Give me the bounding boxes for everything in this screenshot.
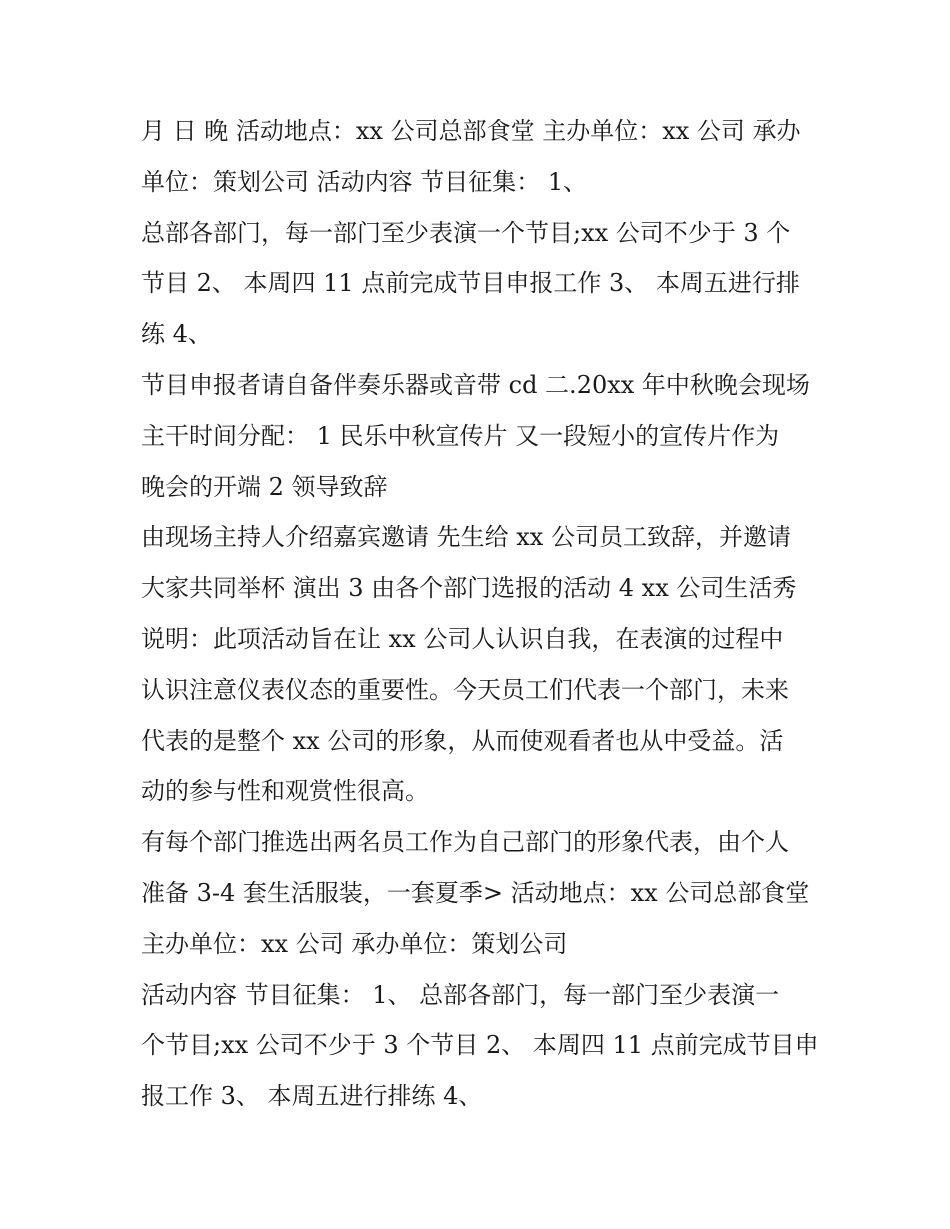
text-line: 节目申报者请自备伴奏乐器或音带 cd 二.20xx 年中秋晚会现场	[141, 370, 810, 399]
text-line: 月 日 晚 活动地点：xx 公司总部食堂 主办单位：xx 公司 承办	[141, 117, 801, 145]
text-line: 主干时间分配： 1 民乐中秋宣传片 又一段短小的宣传片作为	[141, 421, 780, 450]
text-line: 单位：策划公司 活动内容 节目征集： 1、	[141, 167, 588, 196]
text-line: 说明：此项活动旨在让 xx 公司人认识自我，在表演的过程中	[141, 624, 784, 653]
text-line: 晚会的开端 2 领导致辞	[141, 472, 388, 501]
text-line: 由现场主持人介绍嘉宾邀请 先生给 xx 公司员工致辞，并邀请	[141, 523, 791, 552]
document-body	[141, 106, 821, 1122]
text-line: 节目 2、 本周四 11 点前完成节目申报工作 3、 本周五进行排	[141, 269, 800, 298]
text-line: 准备 3-4 套生活服装，一套夏季> 活动地点：xx 公司总部食堂	[141, 878, 810, 907]
text-line: 代表的是整个 xx 公司的形象，从而使观看者也从中受益。活	[141, 726, 784, 755]
text-line: 个节目;xx 公司不少于 3 个节目 2、 本周四 11 点前完成节目申	[141, 1031, 819, 1060]
text-line: 动的参与性和观赏性很高。	[141, 777, 429, 806]
text-line: 练 4、	[141, 320, 212, 349]
text-line: 活动内容 节目征集： 1、 总部各部门，每一部门至少表演一	[141, 980, 780, 1009]
text-line: 报工作 3、 本周五进行排练 4、	[141, 1082, 483, 1111]
text-line: 总部各部门，每一部门至少表演一个节目;xx 公司不少于 3 个	[141, 218, 791, 247]
text-line: 有每个部门推选出两名员工作为自己部门的形象代表，由个人	[141, 828, 789, 857]
text-line: 大家共同举杯 演出 3 由各个部门选报的活动 4 xx 公司生活秀	[141, 574, 797, 603]
text-line: 认识注意仪表仪态的重要性。今天员工们代表一个部门，未来	[141, 675, 789, 704]
text-line: 主办单位：xx 公司 承办单位：策划公司	[141, 929, 568, 958]
